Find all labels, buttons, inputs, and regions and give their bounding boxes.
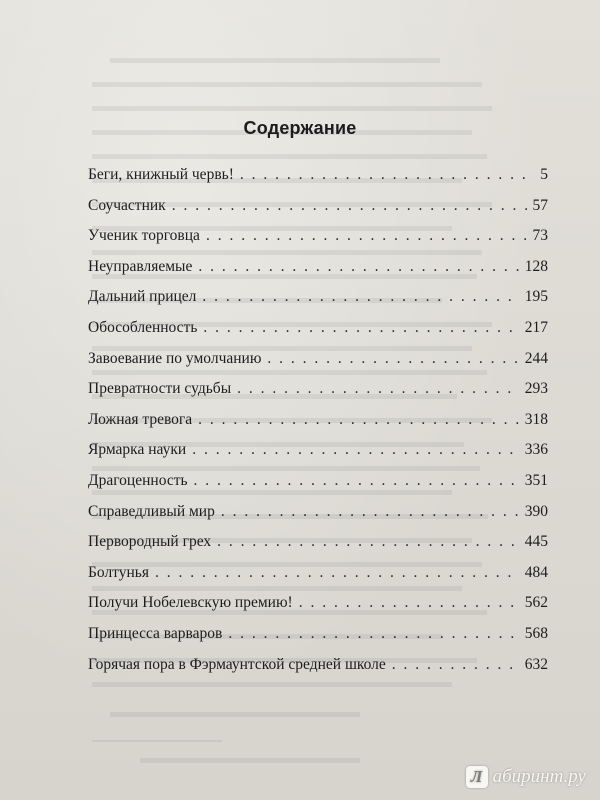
toc-entry-page: 632 [524, 655, 548, 673]
toc-entry-title: Беги, книжный червь! [88, 166, 234, 183]
toc-dot-leader [198, 411, 519, 429]
toc-entry-page: 351 [524, 471, 548, 489]
toc-entry-page: 128 [524, 257, 548, 275]
toc-entry [88, 472, 548, 503]
toc-entry [88, 503, 548, 534]
toc-entry-title: Дальний прицел [88, 288, 197, 306]
toc-entry-title: Превратности судьбы [88, 380, 232, 398]
toc-entry [88, 625, 548, 656]
toc-entry-page: 73 [532, 227, 548, 245]
toc-entry-page: 318 [524, 410, 548, 428]
toc-entry [88, 441, 548, 472]
toc-dot-leader [392, 656, 519, 674]
toc-entry-page: 244 [524, 349, 548, 367]
toc-entry-title: Соучастник [88, 196, 166, 214]
toc-entry [88, 533, 548, 564]
toc-entry-page: 445 [524, 533, 548, 551]
labirint-logo-icon: Л [466, 766, 488, 788]
labirint-watermark [466, 766, 586, 788]
toc-dot-leader [228, 625, 518, 643]
toc-entry [88, 656, 548, 687]
toc-entry [88, 166, 548, 197]
toc-entry [88, 227, 548, 258]
toc-entry-title: Ложная тревога [88, 410, 193, 428]
toc-entry-page: 568 [524, 624, 548, 642]
toc-entry-page: 562 [524, 594, 548, 612]
toc-entry-title: Болтунья [88, 563, 149, 581]
toc-entry-title: Принцесса варваров [88, 624, 223, 642]
toc-entry-page: 57 [532, 196, 548, 214]
toc-entry-title: Обособленность [88, 318, 198, 336]
toc-entry-page: 217 [524, 318, 548, 336]
toc-entry [88, 319, 548, 350]
toc-entry-title: Драгоценность [88, 471, 188, 489]
toc-dot-leader [206, 227, 527, 245]
toc-entry [88, 380, 548, 411]
toc-dot-leader [172, 197, 527, 215]
toc-entry-title: Справедливый мир [88, 502, 215, 520]
toc-entry-title: Горячая пора в Фэрмаунтской средней школе [88, 655, 386, 673]
toc-entry-page: 5 [540, 166, 548, 183]
toc-entry-page: 195 [524, 288, 548, 306]
toc-dot-leader [217, 533, 519, 551]
toc-entry [88, 411, 548, 442]
toc-entry-title: Завоевание по умолчанию [88, 349, 262, 367]
toc-dot-leader [237, 380, 519, 398]
toc-dot-leader [194, 472, 519, 490]
toc-dot-leader [192, 441, 519, 459]
toc-entry-page: 390 [524, 502, 548, 520]
toc-dot-leader [267, 350, 518, 368]
toc-dot-leader [198, 258, 518, 276]
toc-dot-leader [203, 319, 518, 337]
toc-entry-page: 293 [524, 380, 548, 398]
toc-entry-title: Получи Нобелевскую премию! [88, 594, 293, 612]
toc-entry [88, 350, 548, 381]
toc-entry [88, 197, 548, 228]
toc-dot-leader [202, 288, 518, 306]
table-of-contents [88, 166, 548, 686]
toc-dot-leader [221, 503, 519, 521]
toc-entry-title: Неуправляемые [88, 257, 193, 275]
toc-entry-page: 484 [524, 563, 548, 581]
contents-heading: Содержание [243, 118, 357, 138]
toc-entry [88, 594, 548, 625]
toc-dot-leader [155, 564, 519, 582]
toc-dot-leader [240, 166, 534, 184]
toc-entry-title: Ученик торговца [88, 227, 200, 245]
watermark-text: абиринт.ру [492, 766, 586, 787]
toc-entry [88, 258, 548, 289]
toc-dot-leader [299, 594, 519, 612]
toc-entry [88, 288, 548, 319]
toc-entry [88, 564, 548, 595]
toc-entry-title: Первородный грех [88, 533, 212, 551]
toc-entry-title: Ярмарка науки [88, 441, 187, 459]
toc-entry-page: 336 [524, 441, 548, 459]
